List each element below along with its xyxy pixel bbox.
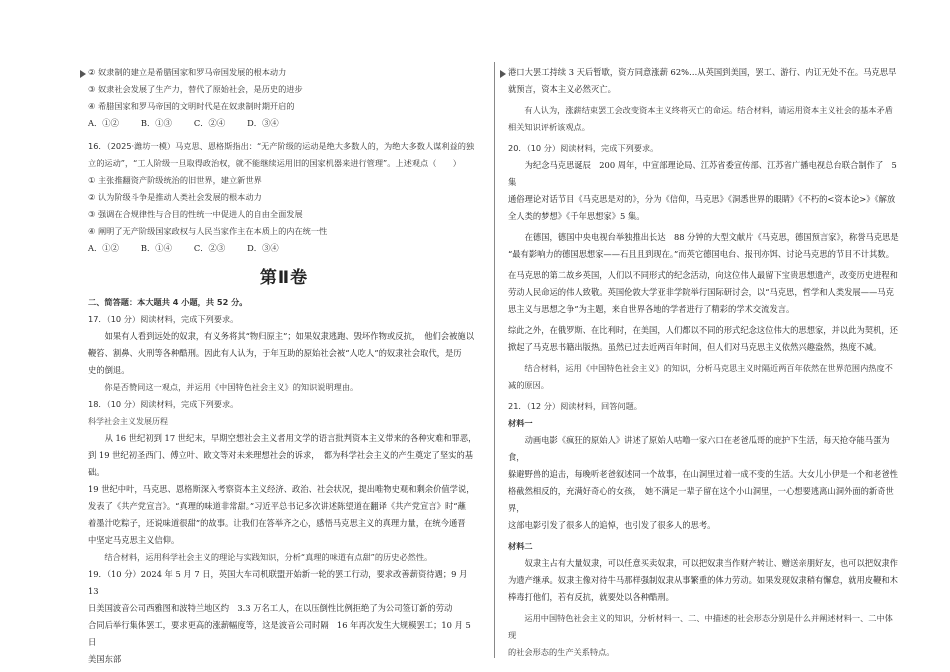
material-2-title: 材料二 [508,541,533,551]
q16-choice-b: B．①④ [140,243,172,253]
q18-heading: 18．（10 分）阅读材料，完成下列要求。 [88,399,239,409]
q17-question: 你是否赞同这一观点，并运用《中国特色社会主义》的知识说明理由。 [104,382,359,392]
material-1-line-4: 这部电影引发了很多人的追悼，也引发了很多人的思考。 [508,520,716,530]
q20-material-line-4: 在德国，德国中央电视台举独推出长达 88 分钟的大型文献片《马克思，德国预言家》，称誉马克思是 [524,232,899,242]
q15-choice-c: C．②④ [193,118,226,128]
q18-material-line-1: 从 16 世纪初到 17 世纪末，早期空想社会主义者用文学的语言批判资本主义带来的各种灾难和罪恶， [104,433,477,443]
material-1-title: 材料一 [508,418,533,428]
q16-option-3: ③ 强调在合规律性与合目的性统一中促进人的自由全面发展 [88,209,303,219]
q20-material-line-5: “最有影响力的德国思想家——石且且到现在。”而英它德国电台、报刊亦饵、讨论马克思的节目不计其数。 [508,249,894,259]
q17-material-line-1: 如果有人看到远处的奴隶，有义务将其“物归原主”；如果奴隶逃跑、毁坏作物或反抗， 他们会被施以 [104,331,474,341]
q21-question-line-2: 的社会形态的生产关系特点。 [508,647,615,657]
q20-material-line-8: 思主义与思想之争”为主题，来自世界各地的学者进行了精彩的学术交流发言。 [508,304,795,314]
q16-option-1: ① 主张推翻资产阶级统治的旧世界，建立新世界 [88,175,262,185]
material-1-line-1: 动画电影《疯狂的原始人》讲述了原始人咕噜一家六口在老爸瓜哥的庇护下生活，每天抢夺能马蛋为食， [508,435,890,462]
q18-question: 结合材料，运用科学社会主义的理论与实践知识，分析“真理的味道有点甜”的历史必然性。 [104,552,433,562]
q18-material-line-6: 中坚定马克思主义信仰。 [88,535,180,545]
q20-question-line-2: 减的原因。 [508,380,549,390]
q15-choice-d: D．③④ [247,118,279,128]
q17-material-line-3: 史的倒退。 [88,365,130,375]
q20-material-line-1: 为纪念马克思诞辰 200 周年，中宣部理论局、江苏省委宣传部、江苏省广播电视总台联合制作了 5 集 [508,160,897,187]
q19-cont-line-2: 就预言，资本主义必然灭亡。 [508,84,616,94]
q19-cont-line-1: 港口大罢工持续 3 天后暂歇，资方同意涨薪 62%…从英国到美国，罢工、游行、内讧无处不在。马克思早 [508,67,897,77]
q20-material-line-10: 掀起了马克思书籍出版热。虽然已过去近两百年时间，但人们对马克思主义依然兴趣盎然，热度不减。 [508,342,882,352]
q15-option-3: ③ 奴隶社会发展了生产力，替代了原始社会，是历史的进步 [88,84,303,94]
right-column [508,64,900,661]
q18-material-line-3: 19 世纪中叶，马克思、恩格斯深入考察资本主义经济、政治、社会状况，提出唯物史观和剩余价值学说， [88,484,475,494]
q18-material-line-2: 到 19 世纪初圣西门、傅立叶、欧文等对未来理想社会的诉求， 都为科学社会主义的产生奠定了坚实的基础。 [88,450,474,477]
q19-line-4: 美国东部 [88,654,122,664]
section-note: 二、简答题：本大题共 4 小题，共 52 分。 [88,297,248,307]
q18-subtitle: 科学社会主义发展历程 [88,417,168,426]
margin-arrow-marker [80,70,86,78]
q20-heading: 20．（10 分）阅读材料，完成下列要求。 [508,143,659,153]
q15-choice-a: A．①② [88,118,119,128]
material-1-line-2: 躲避野兽的追击，每晚听老爸叙述同一个故事，在山洞里过着一成不变的生活。大女儿小伊是一个和老爸性 [508,469,898,479]
q19-line-2: 日美国波音公司西雅图和波特兰地区约 3.3 万名工人，在以压倒性比例拒绝了为公司签订新的劳动 [88,603,453,613]
q19-line-3: 合同后举行集体罢工，要求更高的涨薪幅度等，这是波音公司时隔 16 年再次发生大规模罢工；10 月 5 日 [88,620,471,647]
material-2-line-2: 为遗产继承。奴隶主像对待牛马那样强制奴隶从事繁重的体力劳动。如果发现奴隶稍有懈怠，就用皮鞭和木 [508,575,898,585]
q20-material-line-7: 劳动人民命运的伟人致敬。英国伦敦大学亚非学院举行国际研讨会，以“马克思，哲学和人类发展——马克 [508,287,894,297]
q20-material-line-3: 全人类的梦想》《千年思想家》5 集。 [508,211,645,221]
q21-heading: 21．（12 分）阅读材料，回答问题。 [508,401,642,411]
section-title: 第Ⅱ卷 [259,268,309,288]
q16-stem-line-2: 立的运动”，“工人阶级一旦取得政治权，就不能继续运用旧的国家机器来进行管理”。上述观点（ ） [88,158,461,168]
q20-material-line-2: 通俗理论对话节目《马克思是对的》，分为《信仰，马克思》《洞悉世界的眼睛》《不朽的<资本论>》《解放 [508,194,896,204]
q18-material-line-5: 着墨汁吃粽子，还说味道很甜”的故事。让我们在答举齐之心，感悟马克思主义的真理力量，在统今通晋 [88,518,466,528]
q20-material-line-9: 综此之外，在俄罗斯、在比利时，在美国，人们都以不同的形式纪念这位伟大的思想家，并以此为契机，还 [508,325,898,335]
q17-heading: 17．（10 分）阅读材料，完成下列要求。 [88,314,239,324]
q16-stem-line-1: 16．（2025·潍坊一模）马克思、恩格斯指出：“无产阶级的运动是绝大多数人的，为绝大多数人谋利益的独 [88,141,475,151]
material-1-line-3: 格截然相反的，充满好奇心的女孩， 她不满足一辈子留在这个小山洞里，一心想要逃离山洞外面的新奇世界， [508,486,894,513]
q16-choice-d: D．③④ [247,243,279,253]
column-divider [494,62,495,658]
margin-arrow-marker [500,70,506,78]
q16-choice-a: A．①② [88,243,119,253]
q16-choices [88,240,480,257]
q16-option-2: ② 认为阶级斗争是推动人类社会发展的根本动力 [88,192,262,202]
material-2-line-1: 奴隶主占有大量奴隶，可以任意买卖奴隶，可以把奴隶当作财产转让、赠送亲朋好友，也可以把奴隶作 [524,558,898,568]
material-2-line-3: 棒毒打他们，若有反抗，就要处以各种酷刑。 [508,592,674,602]
q15-option-4: ④ 希腊国家和罗马帝国的文明时代是在奴隶制时期开启的 [88,101,295,111]
q15-option-2: ② 奴隶制的建立是希腊国家和罗马帝国发展的根本动力 [88,67,287,77]
q18-material-line-4: 发表了《共产党宣言》。“真理的味道非常甜。”习近平总书记多次讲述陈望道在翻译《共产党宣言》时“蘸 [88,501,466,511]
q17-material-line-2: 鞭笞、割鼻、火刑等各种酷刑。因此有人认为，于年互助的原始社会被“人吃人”的奴隶社会取代，是历 [88,348,462,358]
q16-choice-c: C．②③ [193,243,226,253]
q19-question-line-1: 有人认为，涨薪结束罢工会改变资本主义终将灭亡的命运。结合材料，请运用资本主义社会的基本矛盾 [524,105,893,115]
q16-option-4: ④ 阐明了无产阶级国家政权与人民当家作主在本质上的内在统一性 [88,226,328,236]
q21-question-line-1: 运用中国特色社会主义的知识，分析材料一、二、中描述的社会形态分别是什么并阐述材料一、二中体现 [508,613,893,640]
q19-question-line-2: 相关知识评析该观点。 [508,122,590,132]
q20-question-line-1: 结合材料，运用《中国特色社会主义》的知识，分析马克思主义时隔近两百年依然在世界范围内热度不 [524,363,893,373]
q15-choice-b: B．①③ [140,118,172,128]
q20-material-line-6: 在马克思的第二故乡英国，人们以不同形式的纪念活动，向这位伟人最留下宝贵思想遗产，改变历史进程和 [508,270,898,280]
left-column [88,64,480,668]
q15-choices [88,115,480,132]
q19-line-1: 19．（10 分）2024 年 5 月 7 日，英国大车司机联盟开始新一轮的罢工行动，要求改善薪资待遇；9 月 13 [88,569,468,596]
